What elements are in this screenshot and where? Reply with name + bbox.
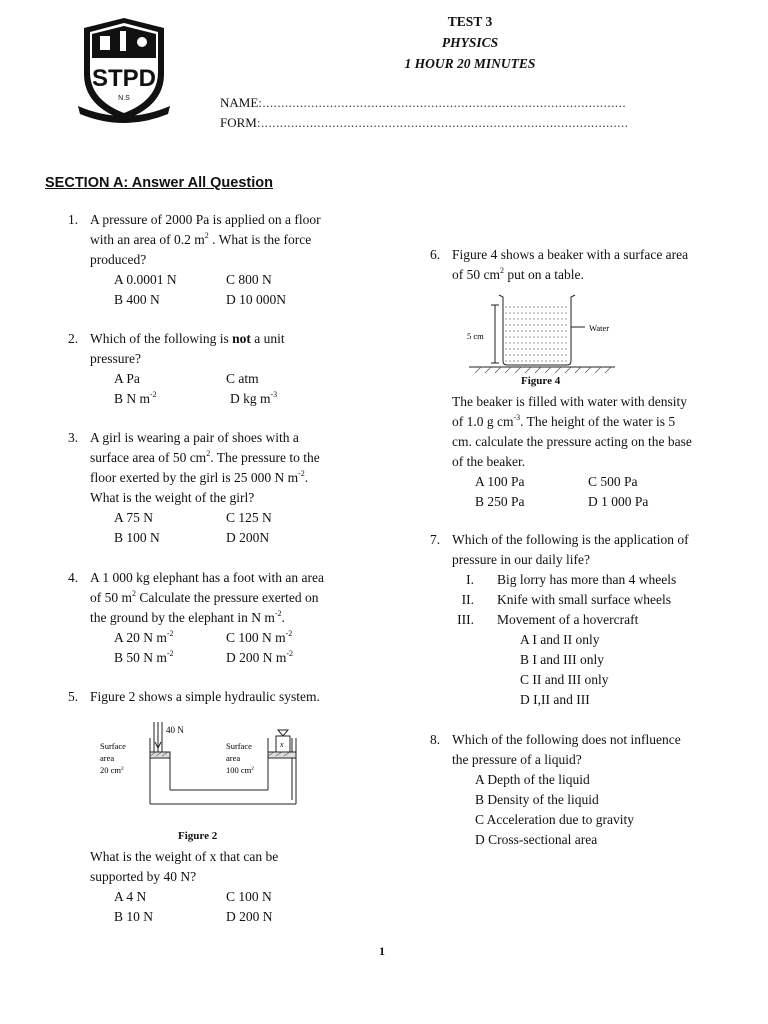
question-line: Figure 4 shows a beaker with a surface area — [452, 247, 689, 262]
option-b: B N $m^{-2}$ — [114, 389, 157, 406]
question-line: What is the weight of x that can be — [90, 849, 279, 864]
option-a: A 0.0001 N — [114, 272, 177, 287]
name-label: NAME — [220, 95, 259, 110]
option-c: C 800 N — [226, 272, 272, 287]
figure-2-caption: Figure 2 — [178, 830, 218, 842]
question-line: A pressure of 2000 Pa is applied on a floor — [90, 212, 321, 227]
question-number: 8. — [430, 732, 441, 747]
statement-text: Movement of a hovercraft — [497, 612, 639, 627]
option-c: C 100 N — [226, 889, 272, 904]
question-number: 5. — [68, 689, 79, 704]
fig-left-label-2: area — [100, 753, 115, 763]
option-d: D 10 000N — [226, 292, 286, 307]
option-d: D 200 N $m^{-2}$ — [226, 648, 294, 665]
name-field[interactable] — [220, 95, 626, 111]
option-c: C Acceleration due to gravity — [475, 812, 634, 827]
form-label: FORM — [220, 115, 257, 130]
option-d: D Cross-sectional area — [475, 832, 598, 847]
form-dots: :.................................................................................................. — [256, 115, 629, 130]
option-b: B I and III only — [520, 652, 604, 667]
beaker-figure — [455, 287, 635, 377]
statement-number: I. — [466, 572, 474, 587]
question-line: cm. calculate the pressure acting on the base — [452, 434, 692, 449]
form-field[interactable] — [220, 115, 628, 131]
question-5 — [68, 687, 368, 707]
fig-right-label-3: 100 $cm^2$ — [226, 765, 255, 775]
logo-text: STPD — [91, 65, 157, 92]
section-title: SECTION A: Answer All Question — [45, 175, 273, 191]
question-8 — [430, 730, 730, 850]
question-2 — [68, 329, 368, 409]
question-line: of 50 $m^2$ Calculate the pressure exerted on — [90, 588, 319, 605]
option-a: A Depth of the liquid — [475, 772, 590, 787]
duration-title: 1 HOUR 20 MINUTES — [404, 56, 536, 71]
question-line: A 1 000 kg elephant has a foot with an area — [90, 570, 324, 585]
question-line: the ground by the elephant in N $m^{-2}$. — [90, 608, 285, 625]
question-line: pressure in our daily life? — [452, 552, 590, 567]
option-d: D 200N — [226, 530, 270, 545]
question-line: A girl is wearing a pair of shoes with a — [90, 430, 299, 445]
option-c: C 100 N $m^{-2}$ — [226, 628, 293, 645]
option-d: D 1 000 Pa — [588, 494, 649, 509]
question-line: supported by 40 N? — [90, 869, 197, 884]
option-b: B Density of the liquid — [475, 792, 599, 807]
hydraulic-figure — [96, 718, 306, 830]
option-a: A 75 N — [114, 510, 154, 525]
question-number: 3. — [68, 430, 79, 445]
question-line: What is the weight of the girl? — [90, 490, 255, 505]
option-d: D I,II and III — [520, 692, 590, 707]
question-number: 7. — [430, 532, 441, 547]
statement-text: Knife with small surface wheels — [497, 592, 671, 607]
question-5-continued — [90, 847, 370, 927]
school-logo — [78, 14, 170, 124]
question-number: 4. — [68, 570, 79, 585]
fig-force-label: 40 N — [166, 725, 184, 735]
option-a: A Pa — [114, 371, 140, 386]
fig-height-label: 5 cm — [467, 331, 484, 341]
question-line: Which of the following is not a unit — [90, 331, 285, 346]
option-c: C atm — [226, 371, 259, 386]
option-b: B 100 N — [114, 530, 160, 545]
fig-water-label: Water — [589, 323, 610, 333]
option-c: C 125 N — [226, 510, 272, 525]
question-4 — [68, 568, 368, 668]
question-3 — [68, 428, 368, 548]
option-b: B 250 Pa — [475, 494, 525, 509]
page-number: 1 — [379, 944, 385, 958]
fig-left-label-3: 20 $cm^2$ — [100, 765, 124, 775]
option-a: A I and II only — [520, 632, 600, 647]
question-line: of the beaker. — [452, 454, 526, 469]
question-line: of 50 $cm^2$ put on a table. — [452, 265, 584, 282]
option-c: C 500 Pa — [588, 474, 638, 489]
subject-title: PHYSICS — [441, 35, 499, 50]
question-line: of 1.0 g $cm^{-3}$. The height of the water is 5 — [452, 412, 676, 429]
question-6-continued — [452, 392, 742, 512]
test-title: TEST 3 — [447, 14, 493, 29]
fig-left-label-1: Surface — [100, 741, 126, 751]
option-c: C II and III only — [520, 672, 609, 687]
question-6 — [430, 245, 730, 285]
name-dots: :................................................................................................. — [258, 95, 627, 110]
question-7 — [430, 530, 730, 710]
fig-right-label-2: area — [226, 753, 241, 763]
option-d: D kg $m^{-3}$ — [230, 389, 278, 406]
question-number: 1. — [68, 212, 79, 227]
option-b: B 400 N — [114, 292, 160, 307]
question-line: with an area of 0.2 $m^2$ . What is the force — [90, 230, 312, 247]
option-a: A 4 N — [114, 889, 147, 904]
logo-subtext: N.S — [118, 95, 130, 102]
question-1 — [68, 210, 368, 310]
question-line: Which of the following is the application of — [452, 532, 689, 547]
question-line: the pressure of a liquid? — [452, 752, 582, 767]
fig-x-label: x — [280, 740, 284, 749]
statement-number: II. — [461, 592, 474, 607]
question-number: 2. — [68, 331, 79, 346]
question-line: The beaker is filled with water with density — [452, 394, 688, 409]
fig-right-label-1: Surface — [226, 741, 252, 751]
option-b: B 10 N — [114, 909, 154, 924]
question-line: produced? — [90, 252, 147, 267]
question-line: surface area of 50 $cm^2$. The pressure to the — [90, 448, 320, 465]
question-line: floor exerted by the girl is 25 000 N $m^{-2}$. — [90, 468, 309, 485]
figure-4-caption: Figure 4 — [521, 375, 561, 387]
statement-text: Big lorry has more than 4 wheels — [497, 572, 677, 587]
option-a: A 20 N $m^{-2}$ — [114, 628, 174, 645]
question-line: pressure? — [90, 351, 141, 366]
question-line: Which of the following does not influence — [452, 732, 681, 747]
question-number: 6. — [430, 247, 441, 262]
option-a: A 100 Pa — [475, 474, 525, 489]
option-b: B 50 N $m^{-2}$ — [114, 648, 174, 665]
option-d: D 200 N — [226, 909, 273, 924]
question-line: Figure 2 shows a simple hydraulic system. — [90, 689, 320, 704]
statement-number: III. — [457, 612, 474, 627]
